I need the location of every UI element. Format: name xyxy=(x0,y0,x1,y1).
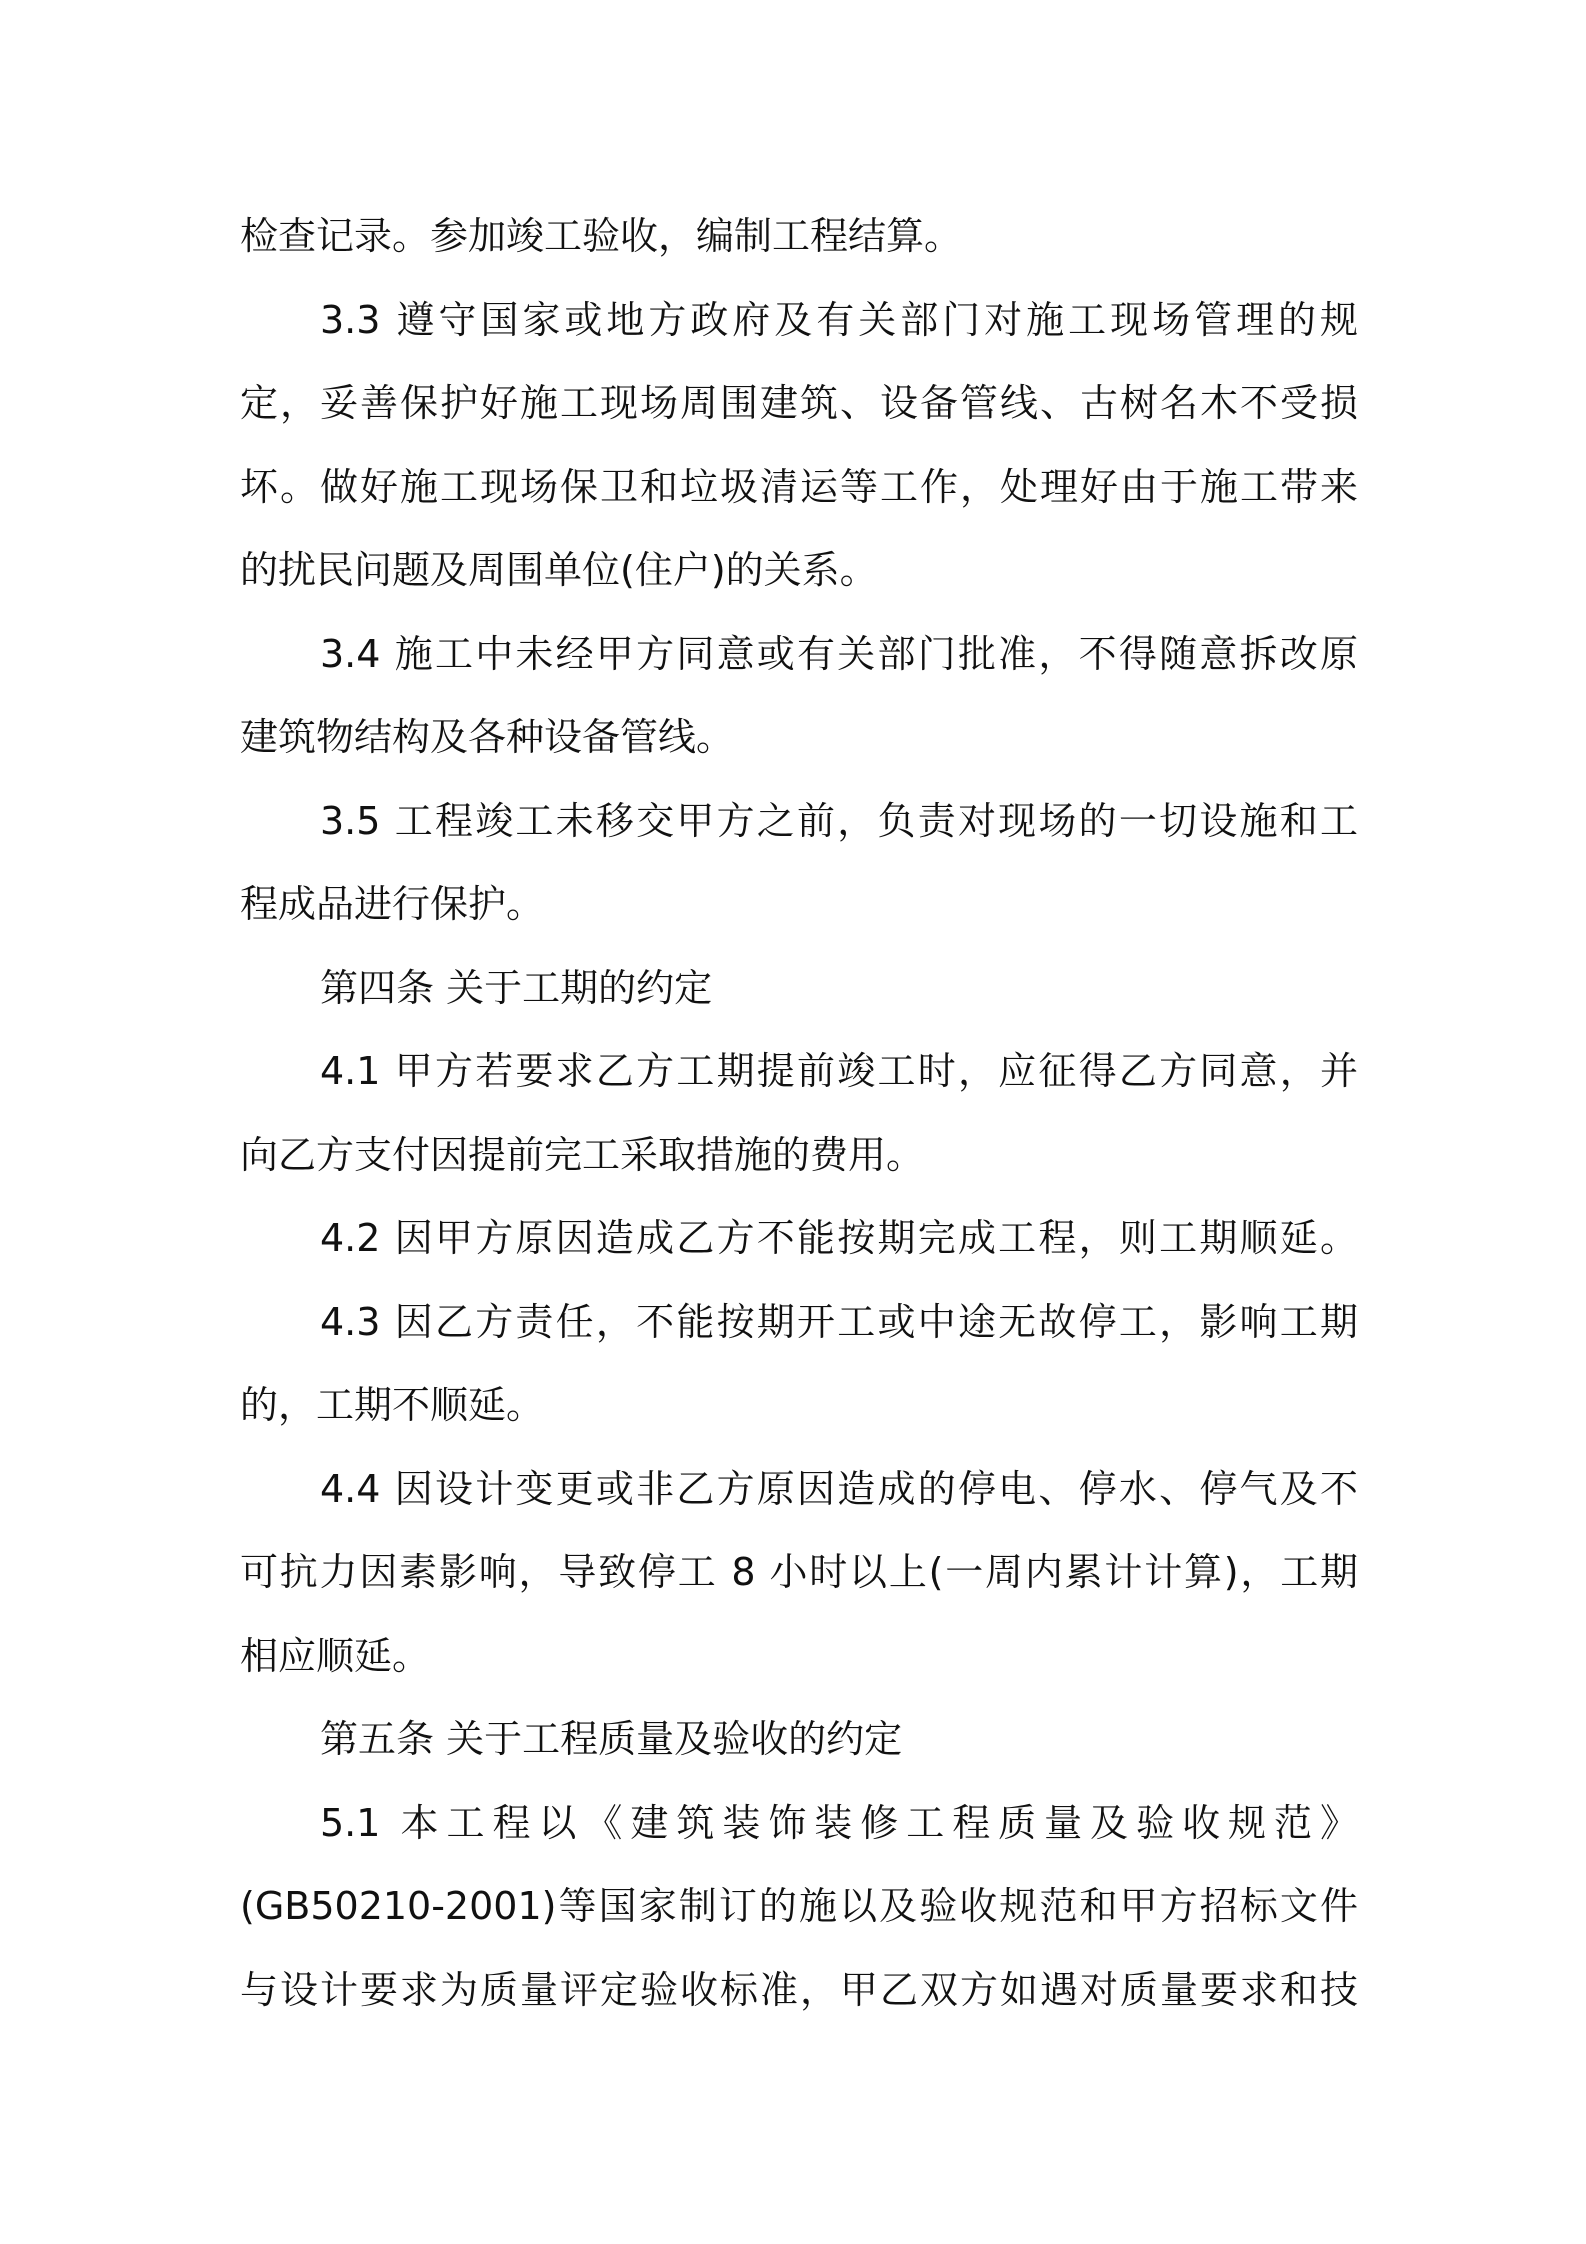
text-line: 建筑物结构及各种设备管线。 xyxy=(240,715,735,759)
text-line: 与设计要求为质量评定验收标准，甲乙双方如遇对质量要求和技 xyxy=(240,1967,1358,2012)
text-line: 4.3 因乙方责任，不能按期开工或中途无故停工，影响工期 xyxy=(320,1299,1358,1344)
text-line: 4.2 因甲方原因造成乙方不能按期完成工程，则工期顺延。 xyxy=(320,1216,1358,1260)
text-line: 的，工期不顺延。 xyxy=(240,1383,545,1427)
contract-text-body xyxy=(240,195,1358,2032)
section-heading-5: 第五条 关于工程质量及验收的约定 xyxy=(320,1717,903,1761)
section-heading-4: 第四条 关于工期的约定 xyxy=(320,965,713,1010)
text-line: (GB50210-2001)等国家制订的施以及验收规范和甲方招标文件 xyxy=(240,1884,1358,1928)
text-line: 3.4 施工中未经甲方同意或有关部门批准，不得随意拆改原 xyxy=(320,631,1358,676)
text-line: 3.3 遵守国家或地方政府及有关部门对施工现场管理的规 xyxy=(320,297,1358,342)
text-line: 检查记录。参加竣工验收，编制工程结算。 xyxy=(240,214,963,258)
text-line: 坏。做好施工现场保卫和垃圾清运等工作，处理好由于施工带来 xyxy=(240,464,1358,509)
text-line: 程成品进行保护。 xyxy=(240,882,545,926)
text-line: 的扰民问题及周围单位(住户)的关系。 xyxy=(240,548,878,592)
text-line: 可抗力因素影响，导致停工 8 小时以上(一周内累计计算)，工期 xyxy=(240,1550,1358,1594)
text-line: 4.4 因设计变更或非乙方原因造成的停电、停水、停气及不 xyxy=(320,1466,1358,1511)
text-line: 5.1 本工程以《建筑装饰装修工程质量及验收规范》 xyxy=(320,1800,1358,1845)
text-line: 向乙方支付因提前完工采取措施的费用。 xyxy=(240,1132,925,1177)
text-line: 4.1 甲方若要求乙方工期提前竣工时，应征得乙方同意，并 xyxy=(320,1049,1358,1093)
text-line: 相应顺延。 xyxy=(240,1633,431,1678)
text-line: 3.5 工程竣工未移交甲方之前，负责对现场的一切设施和工 xyxy=(320,798,1358,843)
text-line: 定，妥善保护好施工现场周围建筑、设备管线、古树名木不受损 xyxy=(240,381,1358,425)
